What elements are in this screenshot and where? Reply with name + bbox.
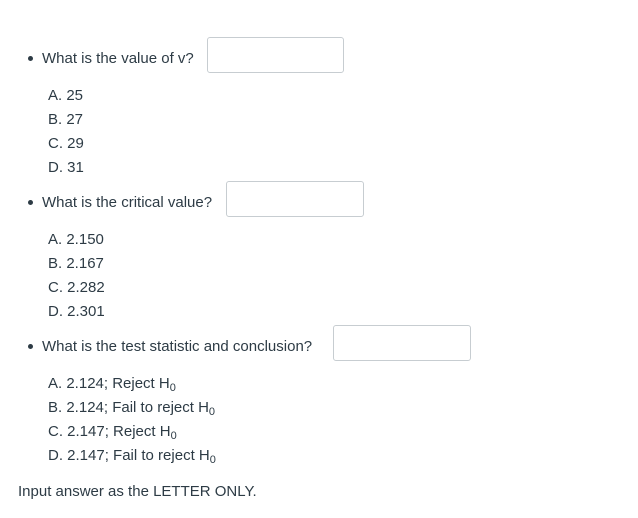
question-1-choice-b: B. 27 — [48, 111, 84, 128]
question-3-choice-a — [48, 374, 176, 395]
question-1-choice-c: C. 29 — [48, 135, 84, 152]
question-2-text: What is the critical value? — [42, 194, 213, 211]
question-3-choice-d — [48, 446, 216, 467]
subscript: 0 — [208, 406, 216, 418]
bullet-icon — [28, 200, 33, 205]
choice-text: B. 2.124; Fail to reject H — [48, 399, 209, 416]
question-2-choice-d: D. 2.301 — [48, 303, 105, 320]
bullet-icon — [28, 56, 33, 61]
choice-text: C. 2.147; Reject H — [48, 423, 171, 440]
subscript: 0 — [209, 454, 216, 466]
subscript: 0 — [169, 382, 176, 394]
question-2-answer-input[interactable] — [226, 181, 364, 217]
bullet-icon — [28, 344, 33, 349]
question-3-text: What is the test statistic and conclusion? — [42, 338, 313, 355]
question-1-text: What is the value of v? — [42, 50, 194, 67]
choice-text: D. 2.147; Fail to reject H — [48, 447, 210, 464]
question-3-answer-input[interactable] — [333, 325, 471, 361]
question-1-choice-d: D. 31 — [48, 159, 84, 176]
question-2-choice-c: C. 2.282 — [48, 279, 105, 296]
instruction-text: Input answer as the LETTER ONLY. — [18, 483, 257, 500]
question-2-choice-a: A. 2.150 — [48, 231, 104, 248]
subscript: 0 — [170, 430, 177, 442]
question-2-choice-b: B. 2.167 — [48, 255, 104, 272]
question-1-choice-a: A. 25 — [48, 87, 84, 104]
question-1-answer-input[interactable] — [207, 37, 344, 73]
choice-text: A. 2.124; Reject H — [48, 375, 170, 392]
question-3-choice-c — [48, 422, 177, 443]
question-3-choice-b — [48, 398, 215, 419]
